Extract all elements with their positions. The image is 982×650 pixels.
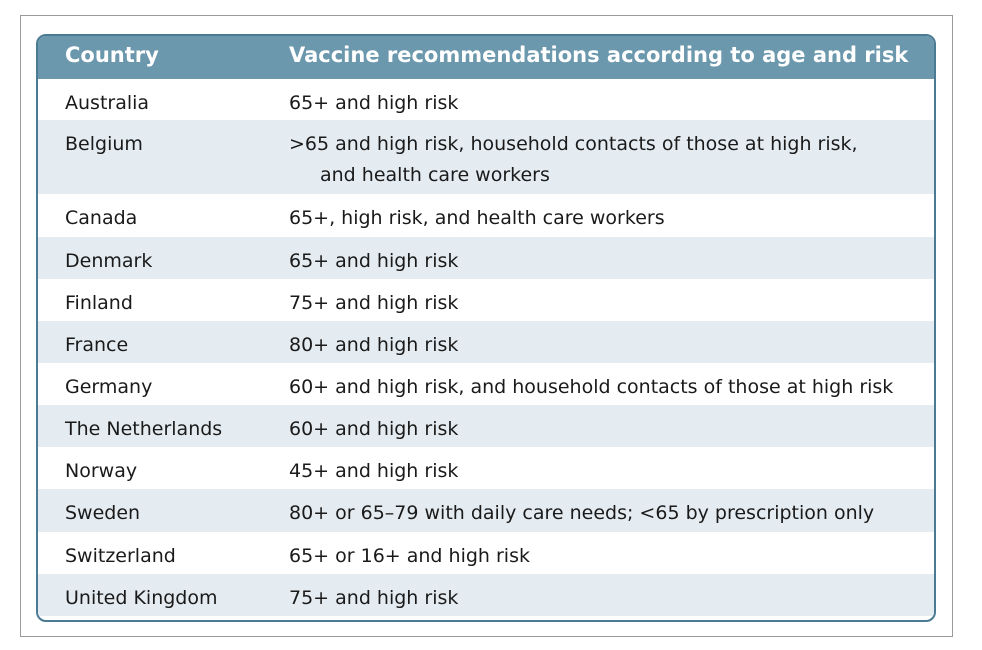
recommendation-cell: 80+ and high risk	[289, 334, 459, 356]
country-cell: Germany	[65, 376, 153, 398]
table-row	[38, 120, 934, 194]
recommendation-cell: 65+ and high risk	[289, 250, 459, 272]
country-cell: Switzerland	[65, 545, 176, 567]
country-cell: Finland	[65, 292, 133, 314]
country-cell: United Kingdom	[65, 587, 218, 609]
table-row	[38, 574, 934, 616]
country-cell: Belgium	[65, 133, 143, 155]
vaccine-recommendations-table	[36, 34, 936, 622]
table-row	[38, 489, 934, 532]
recommendation-cell: 60+ and high risk, and household contacts of those at high risk	[289, 376, 894, 398]
recommendation-line-1: >65 and high risk, household contacts of those at high risk,	[289, 133, 858, 155]
country-cell: Norway	[65, 460, 138, 482]
recommendation-cell	[289, 132, 858, 187]
recommendation-cell: 45+ and high risk	[289, 460, 459, 482]
header-country: Country	[65, 43, 159, 67]
table-row	[38, 237, 934, 279]
table-row	[38, 321, 934, 363]
country-cell: Canada	[65, 207, 138, 229]
recommendation-cell: 65+, high risk, and health care workers	[289, 207, 665, 229]
country-cell: Denmark	[65, 250, 153, 272]
table-row	[38, 532, 934, 574]
table-row	[38, 279, 934, 321]
table-row	[38, 79, 934, 120]
country-cell: France	[65, 334, 129, 356]
recommendation-line-2: and health care workers	[320, 164, 550, 186]
recommendation-cell: 60+ and high risk	[289, 418, 459, 440]
table-row	[38, 363, 934, 405]
country-cell: Sweden	[65, 502, 141, 524]
table-row	[38, 405, 934, 447]
table-row	[38, 194, 934, 237]
recommendation-cell: 75+ and high risk	[289, 587, 459, 609]
recommendation-cell: 75+ and high risk	[289, 292, 459, 314]
table-header-row	[38, 36, 934, 79]
recommendation-cell: 65+ or 16+ and high risk	[289, 545, 530, 567]
table-row	[38, 447, 934, 489]
header-recommendation: Vaccine recommendations according to age and risk	[289, 43, 909, 67]
table-body	[38, 79, 934, 616]
country-cell: The Netherlands	[65, 418, 223, 440]
country-cell: Australia	[65, 92, 150, 114]
recommendation-cell: 65+ and high risk	[289, 92, 459, 114]
recommendation-cell: 80+ or 65–79 with daily care needs; <65 by prescription only	[289, 502, 875, 524]
